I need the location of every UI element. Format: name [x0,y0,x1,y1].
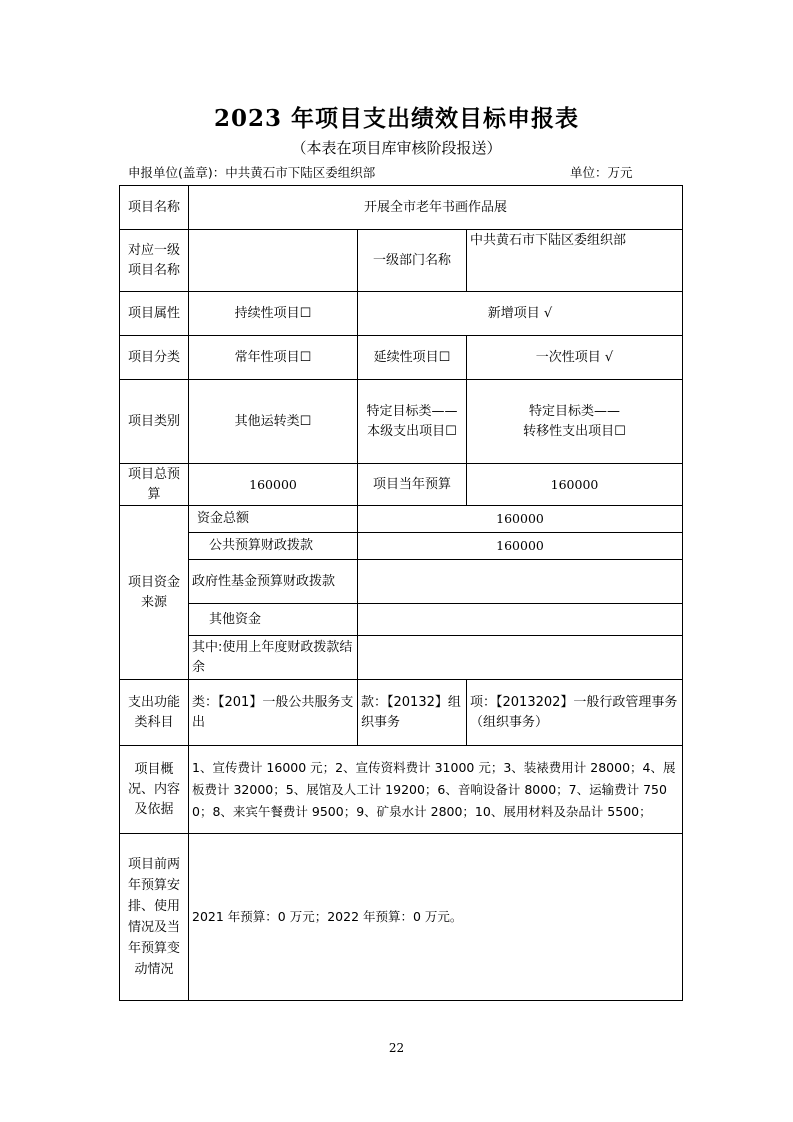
fund-other-value [358,604,683,636]
prev-budget-label: 项目前两年预算安排、使用情况及当年预算变动情况 [120,834,189,1001]
page-title: 2023 年项目支出绩效目标申报表 [213,105,580,132]
project-attr-label: 项目属性 [120,292,189,336]
fund-total-value: 160000 [358,506,683,533]
first-level-project-label: 对应一级项目名称 [120,230,189,292]
project-class-label: 项目分类 [120,336,189,380]
annual-budget-label: 项目当年预算 [358,464,467,506]
attr-continuing: 持续性项目☐ [189,292,358,336]
performance-target-table [119,185,683,1001]
project-category-label: 项目类别 [120,380,189,464]
category-specific-own [358,380,467,464]
fund-public-value: 160000 [358,533,683,560]
dept-name-label: 一级部门名称 [358,230,467,292]
fund-prev-value [358,636,683,680]
overview-value: 1、宣传费计 16000 元；2、宣传资料费计 31000 元；3、装裱费用计 28000；4、展板费计 32000；5、展馆及人工计 19200；6、音响设备计 8000；7、运输费计 7500；8、来宾午餐费计 9500；9、矿泉水计 2800；10、展用材料及杂品计 5500； [189,746,683,834]
category-other: 其他运转类☐ [189,380,358,464]
project-name-value: 开展全市老年书画作品展 [189,186,683,230]
total-budget-value: 160000 [189,464,358,506]
fund-public-label: 公共预算财政拨款 [189,533,358,560]
project-name-label: 项目名称 [120,186,189,230]
currency-unit: 单位：万元 [570,165,633,180]
fund-prev-label: 其中:使用上年度财政拨款结余 [189,636,358,680]
dept-name-value: 中共黄石市下陆区委组织部 [467,230,683,292]
page-number: 22 [388,1041,405,1055]
attr-new: 新增项目 √ [358,292,683,336]
class-regular: 常年性项目☐ [189,336,358,380]
fund-total-label: 资金总额 [189,506,358,533]
fund-source-label: 项目资金来源 [120,506,189,680]
func-item: 项：【2013202】一般行政管理事务（组织事务） [467,680,683,746]
first-level-project-value [189,230,358,292]
class-extended: 延续性项目☐ [358,336,467,380]
total-budget-label: 项目总预算 [120,464,189,506]
func-subject-label: 支出功能类科目 [120,680,189,746]
prev-budget-value: 2021 年预算：0 万元；2022 年预算：0 万元。 [189,834,683,1001]
category-specific-own-line1: 特定目标类—— [366,403,458,419]
fund-gov-value [358,560,683,604]
category-specific-transfer-line1: 特定目标类—— [529,403,621,419]
category-specific-transfer-line2: 转移性支出项目☐ [523,423,626,439]
class-onetime: 一次性项目 √ [467,336,683,380]
annual-budget-value: 160000 [467,464,683,506]
reporting-unit: 申报单位(盖章)：中共黄石市下陆区委组织部 [128,165,376,180]
overview-label: 项目概况、内容及依据 [120,746,189,834]
func-section: 款：【20132】组织事务 [358,680,467,746]
category-specific-transfer [467,380,683,464]
page-subtitle: （本表在项目库审核阶段报送） [291,139,502,157]
fund-gov-label: 政府性基金预算财政拨款 [189,560,358,604]
category-specific-own-line2: 本级支出项目☐ [367,423,457,439]
func-class: 类：【201】一般公共服务支出 [189,680,358,746]
fund-other-label: 其他资金 [189,604,358,636]
